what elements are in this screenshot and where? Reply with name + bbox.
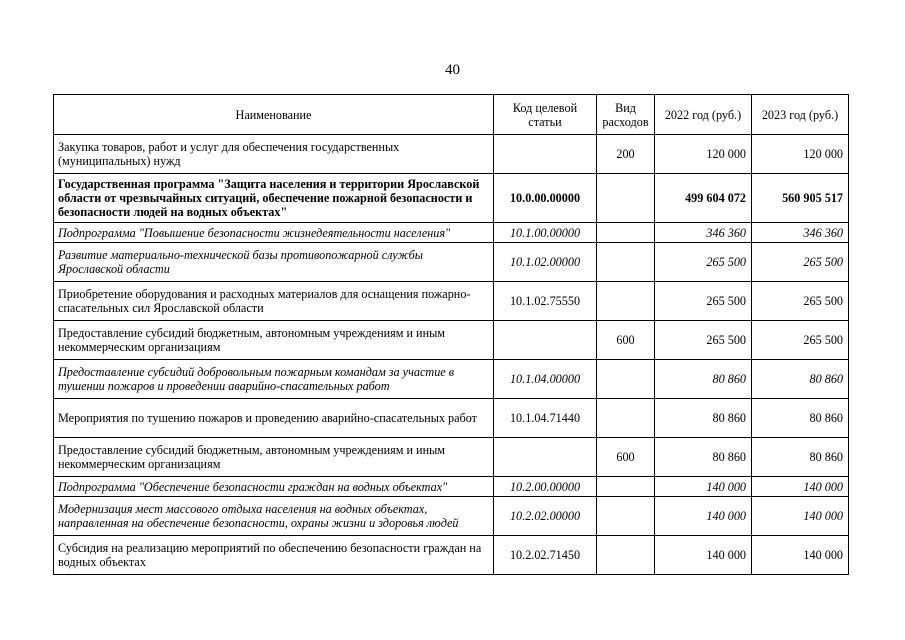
row-name: Мероприятия по тушению пожаров и проведению аварийно-спасательных работ <box>54 399 494 438</box>
row-2022: 265 500 <box>655 243 752 282</box>
row-2022: 265 500 <box>655 282 752 321</box>
row-type <box>597 399 655 438</box>
row-name: Предоставление субсидий добровольным пожарным командам за участие в тушении пожаров и проведении аварийно-спасательных работ <box>54 360 494 399</box>
table-row <box>54 243 849 282</box>
row-2022: 80 860 <box>655 360 752 399</box>
row-2022: 140 000 <box>655 536 752 575</box>
table-row <box>54 321 849 360</box>
row-2022: 346 360 <box>655 223 752 243</box>
row-code: 10.1.02.00000 <box>494 243 597 282</box>
table-row <box>54 477 849 497</box>
row-2023: 120 000 <box>752 135 849 174</box>
row-2023: 140 000 <box>752 497 849 536</box>
row-code <box>494 135 597 174</box>
row-code: 10.1.00.00000 <box>494 223 597 243</box>
row-2022: 80 860 <box>655 399 752 438</box>
row-2022: 120 000 <box>655 135 752 174</box>
row-2023: 265 500 <box>752 243 849 282</box>
row-type <box>597 243 655 282</box>
row-code <box>494 438 597 477</box>
row-2023: 140 000 <box>752 536 849 575</box>
row-2023: 80 860 <box>752 438 849 477</box>
row-2023: 265 500 <box>752 321 849 360</box>
row-code: 10.1.04.00000 <box>494 360 597 399</box>
row-2023: 265 500 <box>752 282 849 321</box>
table-row <box>54 438 849 477</box>
row-code: 10.2.02.00000 <box>494 497 597 536</box>
table-header-row <box>54 95 849 135</box>
row-2023: 80 860 <box>752 399 849 438</box>
row-code: 10.1.02.75550 <box>494 282 597 321</box>
header-2023: 2023 год (руб.) <box>752 95 849 135</box>
row-name: Предоставление субсидий бюджетным, автономным учреждениям и иным некоммерческим организациям <box>54 321 494 360</box>
row-type <box>597 477 655 497</box>
row-name: Субсидия на реализацию мероприятий по обеспечению безопасности граждан на водных объектах <box>54 536 494 575</box>
row-name: Подпрограмма "Обеспечение безопасности граждан на водных объектах" <box>54 477 494 497</box>
row-name: Модернизация мест массового отдыха населения на водных объектах, направленная на обеспечение безопасности, охраны жизни и здоровья людей <box>54 497 494 536</box>
table-row <box>54 135 849 174</box>
row-2022: 80 860 <box>655 438 752 477</box>
row-type: 600 <box>597 438 655 477</box>
row-2023: 80 860 <box>752 360 849 399</box>
table-row <box>54 282 849 321</box>
row-name: Развитие материально-технической базы противопожарной службы Ярославской области <box>54 243 494 282</box>
row-type <box>597 497 655 536</box>
row-type: 200 <box>597 135 655 174</box>
table-row <box>54 223 849 243</box>
row-code: 10.2.02.71450 <box>494 536 597 575</box>
row-name: Государственная программа "Защита населения и территории Ярославской области от чрезвычайных ситуаций, обеспечение пожарной безопасности и безопасности людей на водных объектах" <box>54 174 494 223</box>
row-code: 10.2.00.00000 <box>494 477 597 497</box>
row-2023: 140 000 <box>752 477 849 497</box>
row-2022: 265 500 <box>655 321 752 360</box>
table-row <box>54 174 849 223</box>
header-type: Вид расходов <box>597 95 655 135</box>
row-code: 10.1.04.71440 <box>494 399 597 438</box>
table-row <box>54 360 849 399</box>
row-code <box>494 321 597 360</box>
row-2023: 560 905 517 <box>752 174 849 223</box>
row-type <box>597 360 655 399</box>
row-type <box>597 223 655 243</box>
row-2023: 346 360 <box>752 223 849 243</box>
header-name: Наименование <box>54 95 494 135</box>
table-row <box>54 497 849 536</box>
row-2022: 140 000 <box>655 477 752 497</box>
table-row <box>54 536 849 575</box>
row-type <box>597 536 655 575</box>
row-2022: 140 000 <box>655 497 752 536</box>
row-name: Закупка товаров, работ и услуг для обеспечения государственных (муниципальных) нужд <box>54 135 494 174</box>
row-type <box>597 174 655 223</box>
row-code: 10.0.00.00000 <box>494 174 597 223</box>
row-2022: 499 604 072 <box>655 174 752 223</box>
row-name: Предоставление субсидий бюджетным, автономным учреждениям и иным некоммерческим организациям <box>54 438 494 477</box>
row-name: Приобретение оборудования и расходных материалов для оснащения пожарно-спасательных сил Ярославской области <box>54 282 494 321</box>
table-row <box>54 399 849 438</box>
page-number: 40 <box>445 62 460 78</box>
row-type <box>597 282 655 321</box>
header-2022: 2022 год (руб.) <box>655 95 752 135</box>
budget-table <box>53 94 849 575</box>
row-name: Подпрограмма "Повышение безопасности жизнедеятельности населения" <box>54 223 494 243</box>
row-type: 600 <box>597 321 655 360</box>
header-code: Код целевой статьи <box>494 95 597 135</box>
